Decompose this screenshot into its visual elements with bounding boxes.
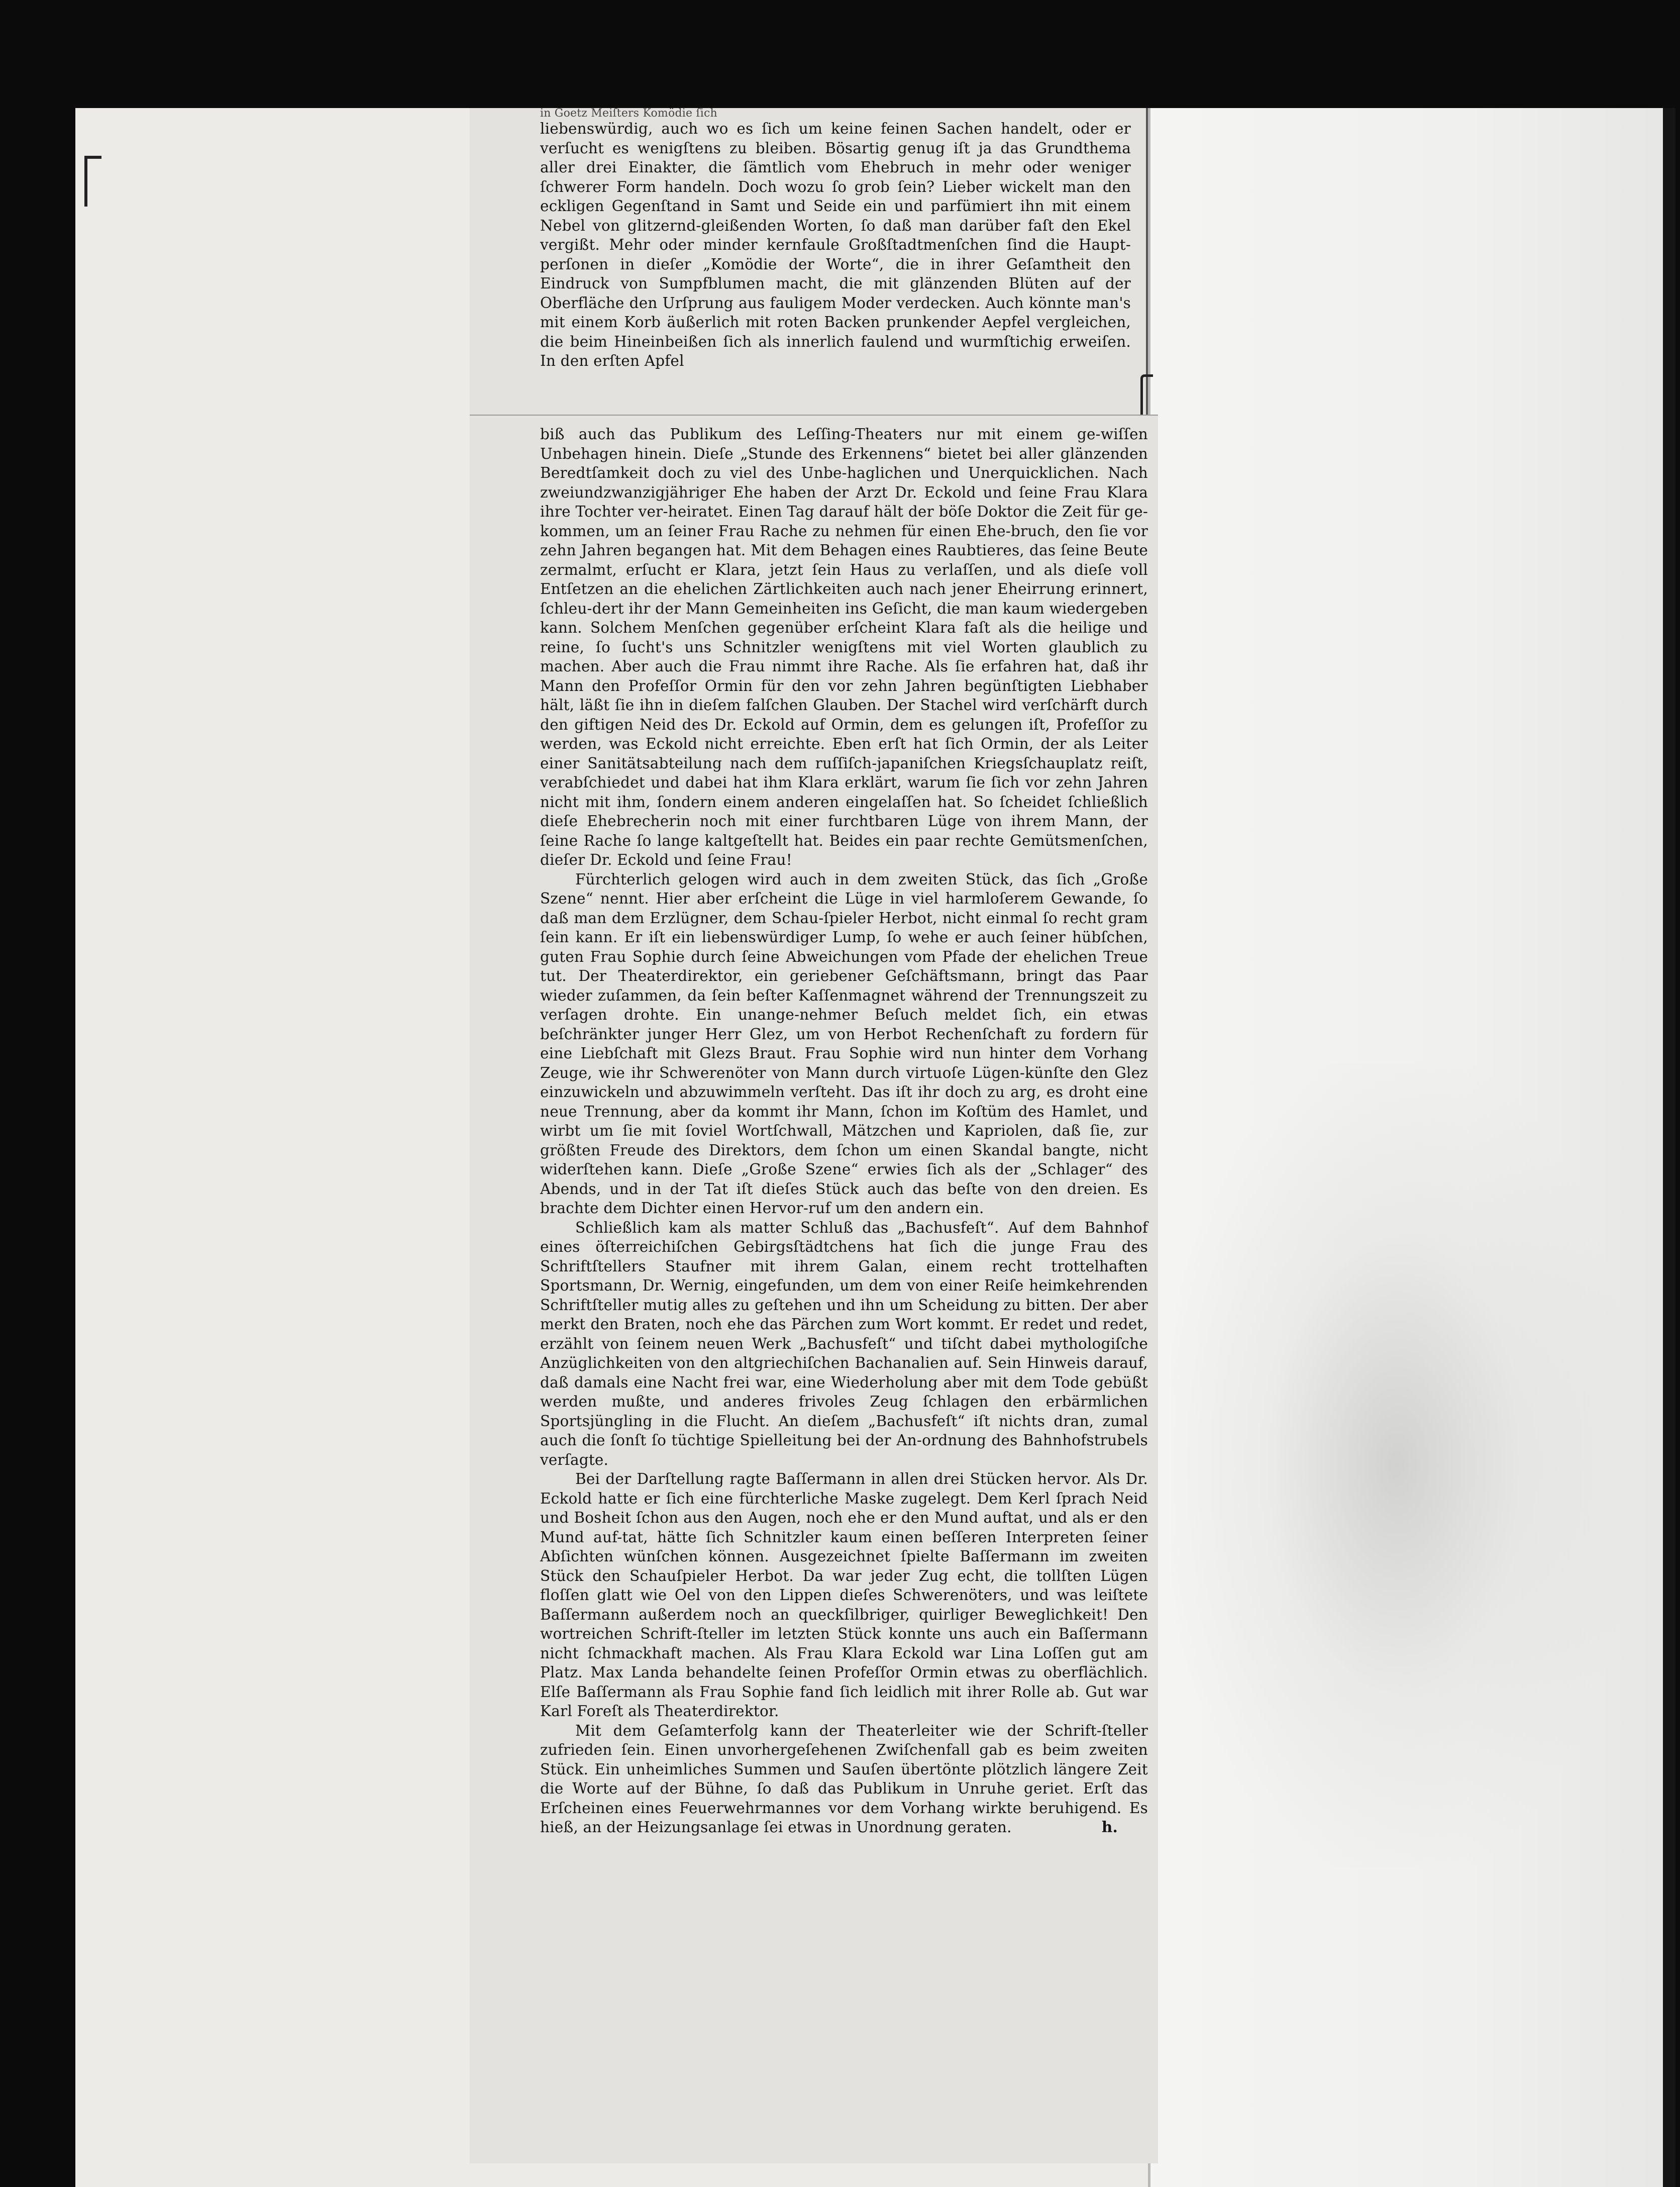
review-paragraph-4: Bei der Darſtellung ragte Baſſermann in allen drei Stücken hervor. Als Dr. Eckold hatte er ſich eine fürchterliche Maske zugelegt. Dem Kerl ſprach Neid und Bosheit ſchon aus den Augen, noch ehe er den Mund auftat, und als er den Mund auf-tat, hätte ſich Schnitzler kaum einen beſſeren Interpreten ſeiner Abſichten wünſchen können. Ausgezeichnet ſpielte Baſſermann im zweiten Stück den Schauſpieler Herbot. Da war jeder Zug echt, die tollſten Lügen floſſen glatt wie Oel von den Lippen dieſes Schwerenöters, und was leiſtete Baſſermann außerdem noch an queckſilbriger, quirliger Beweglichkeit! Den wortreichen Schrift-ſteller im letzten Stück konnte uns auch ein Baſſermann nicht ſchmackhaft machen. Als Frau Klara Eckold war Lina Loſſen gut am Platz. Max Landa behandelte ſeinen Profeſſor Ormin etwas zu oberflächlich. Elſe Baſſermann als Frau Sophie fand ſich leidlich mit ihrer Rolle ab. Gut war Karl Foreſt als Theaterdirektor. [540, 1470, 1148, 1720]
scanned-page [75, 108, 1675, 2187]
review-paragraph-1: biß auch das Publikum des Leſſing-Theaters nur mit einem ge-wiſſen Unbehagen hinein. Dieſe „Stunde des Erkennens“ bietet bei aller glänzenden Beredtſamkeit doch zu viel des Unbe-haglichen und Unerquicklichen. Nach zweiundzwanzigjähriger Ehe haben der Arzt Dr. Eckold und ſeine Frau Klara ihre Tochter ver-heiratet. Einen Tag darauf hält der böſe Doktor die Zeit für ge-kommen, um an ſeiner Frau Rache zu nehmen für einen Ehe-bruch, den ſie vor zehn Jahren begangen hat. Mit dem Behagen eines Raubtieres, das ſeine Beute zermalmt, erſucht er Klara, jetzt ſein Haus zu verlaſſen, und als dieſe voll Entſetzen an die ehelichen Zärtlichkeiten auch nach jener Eheirrung erinnert, ſchleu-dert ihr der Mann Gemeinheiten ins Geſicht, die man kaum wiedergeben kann. Solchem Menſchen gegenüber erſcheint Klara faſt als die heilige und reine, ſo ſucht's uns Schnitzler wenigſtens mit viel Worten glaublich zu machen. Aber auch die Frau nimmt ihre Rache. Als ſie erfahren hat, daß ihr Mann den Profeſſor Ormin für den vor zehn Jahren begünſtigten Liebhaber hält, läßt ſie ihn in dieſem falſchen Glauben. Der Stachel wird verſchärft durch den giftigen Neid des Dr. Eckold auf Ormin, dem es gelungen iſt, Profeſſor zu werden, was Eckold nicht erreichte. Eben erſt hat ſich Ormin, der als Leiter einer Sanitätsabteilung nach dem ruſſiſch-japaniſchen Kriegsſchauplatz reiſt, verabſchiedet und dabei hat ihm Klara erklärt, warum ſie ſich vor zehn Jahren nicht mit ihm, ſondern einem anderen eingelaſſen hat. So ſcheidet ſchließlich dieſe Ehebrecherin noch mit einer furchtbaren Lüge von ihrem Mann, der ſeine Rache ſo lange kaltgeſtellt hat. Beides ein paar rechte Gemütsmenſchen, dieſer Dr. Eckold und ſeine Frau! [540, 426, 1148, 868]
clipping-paragraph: liebenswürdig, auch wo es ſich um keine feinen Sachen handelt, oder er verſucht es wenigſtens zu bleiben. Bösartig genug iſt ja das Grundthema aller drei Einakter, die ſämtlich vom Ehebruch in mehr oder weniger ſchwerer Form handeln. Doch wozu ſo grob ſein? Lieber wickelt man den eckligen Gegenſtand in Samt und Seide ein und parfümiert ihn mit einem Nebel von glitzernd-gleißenden Worten, ſo daß man darüber faſt den Ekel vergißt. Mehr oder minder kernfaule Großſtadtmenſchen ſind die Haupt-perſonen in dieſer „Komödie der Worte“, die in ihrer Geſamtheit den Eindruck von Sumpfblumen macht, die mit glänzenden Blüten auf der Oberfläche den Urſprung aus fauligem Moder verdecken. Auch könnte man's mit einem Korb äußerlich mit roten Backen prunkender Aepfel vergleichen, die beim Hineinbeißen ſich als innerlich faulend und wurmſtichig erweiſen. In den erſten Apfel [540, 120, 1131, 369]
top-newspaper-clipping [470, 108, 1148, 415]
main-newspaper-clipping [470, 415, 1158, 2163]
paper-shadow [1171, 1063, 1623, 1867]
cut-off-line: in Goetz Meiſters Komödie ſich [540, 108, 717, 119]
margin-tick-mark [1140, 374, 1153, 417]
author-signature: h. [1101, 1818, 1118, 1836]
review-paragraph-3: Schließlich kam als matter Schluß das „Bachusfeſt“. Auf dem Bahnhof eines öſterreichiſchen Gebirgsſtädtchens hat ſich die junge Frau des Schriftſtellers Staufner mit ihrem Galan, einem recht trottelhaften Sportsmann, Dr. Wernig, eingefunden, um dem von einer Reiſe heimkehrenden Schriftſteller mutig alles zu geſtehen und ihn um Scheidung zu bitten. Der aber merkt den Braten, noch ehe das Pärchen zum Wort kommt. Er redet und redet, erzählt von ſeinem neuen Werk „Bachusfeſt“ und tiſcht dabei mythologiſche Anzüglichkeiten von den altgriechiſchen Bachanalien auf. Sein Hinweis darauf, daß damals eine Nacht frei war, eine Wiederholung aber mit dem Tode gebüßt werden mußte, und anderes frivoles Zeug ſchlagen den erbärmlichen Sportsjüngling in die Flucht. An dieſem „Bachusfeſt“ iſt nichts dran, zumal auch die ſonſt ſo tüchtige Spielleitung bei der An-ordnung des Bahnhofstrubels verſagte. [540, 1219, 1148, 1468]
corner-crop-mark [84, 156, 101, 207]
scan-right-border [1663, 108, 1675, 2187]
review-paragraph-5-text: Mit dem Geſamterfolg kann der Theaterleiter wie der Schrift-ſteller zufrieden ſein. Einen unvorhergeſehenen Zwiſchenfall gab es beim zweiten Stück. Ein unheimliches Summen und Sauſen übertönte plötzlich längere Zeit die Worte auf der Bühne, ſo daß das Publikum in Unruhe geriet. Erſt das Erſcheinen eines Feuerwehrmannes vor dem Vorhang wirkte beruhigend. Es hieß, an der Heizungsanlage ſei etwas in Unordnung geraten. [540, 1722, 1148, 1836]
review-paragraph-2: Fürchterlich gelogen wird auch in dem zweiten Stück, das ſich „Große Szene“ nennt. Hier aber erſcheint die Lüge in viel harmloſerem Gewande, ſo daß man dem Erzlügner, dem Schau-ſpieler Herbot, nicht einmal ſo recht gram ſein kann. Er iſt ein liebenswürdiger Lump, ſo wehe er auch ſeiner hübſchen, guten Frau Sophie durch ſeine Abweichungen vom Pfade der ehelichen Treue tut. Der Theaterdirektor, ein geriebener Geſchäftsmann, bringt das Paar wieder zuſammen, da ſein beſter Kaſſenmagnet während der Trennungszeit zu verſagen drohte. Ein unange-nehmer Beſuch meldet ſich, ein etwas beſchränkter junger Herr Glez, um von Herbot Rechenſchaft zu fordern für eine Liebſchaft mit Glezs Braut. Frau Sophie wird nun hinter dem Vorhang Zeuge, wie ihr Schwerenöter von Mann durch virtuoſe Lügen-künſte den Glez einzuwickeln und abzuwimmeln verſteht. Das iſt ihr doch zu arg, es droht eine neue Trennung, aber da kommt ihr Mann, ſchon im Koſtüm des Hamlet, und wirbt um ſie mit ſoviel Wortſchwall, Mätzchen und Kapriolen, daß ſie, zur größten Freude des Direktors, dem ſchon um einen Skandal bangte, nicht widerſtehen kann. Dieſe „Große Szene“ erwies ſich als der „Schlager“ des Abends, und in der Tat iſt dieſes Stück auch das beſte von den dreien. Es brachte dem Dichter einen Hervor-ruf um den andern ein. [540, 870, 1148, 1217]
review-paragraph-5 [540, 1721, 1148, 1837]
